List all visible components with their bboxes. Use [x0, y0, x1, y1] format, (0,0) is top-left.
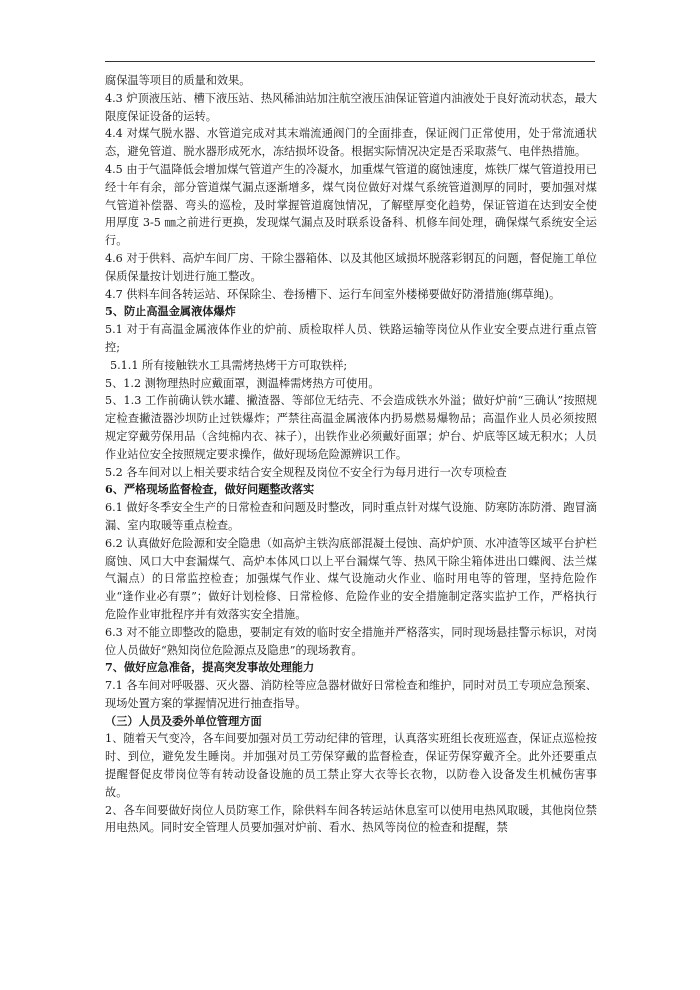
paragraph: 5、1.2 测物理热时应戴面罩，测温棒需烤热方可使用。	[105, 376, 380, 390]
header-rule	[105, 61, 595, 62]
paragraph: 4.5 由于气温降低会增加煤气管道产生的冷凝水，加重煤气管道的腐蚀速度，炼铁厂煤气管道投用已经十年有余，部分管道煤气漏点逐渐增多，煤气岗位做好对煤气系统管道测厚的同时，要加强对煤气管道补偿器、弯头的巡检，及时掌握管道腐蚀情况，了解壁厚变化趋势，保证管道在达到安全使用厚度 3-5 ㎜之前进行更换，发现煤气漏点及时联系设备科、机修车间处理，确保煤气系统安全运行。	[105, 162, 597, 248]
paragraph: 1、随着天气变冷，各车间要加强对员工劳动纪律的管理，认真落实班组长夜班巡查，保证点巡检按时、到位，避免发生睡岗。并加强对员工劳保穿戴的监督检查，保证劳保穿戴齐全。此外还要重点提醒督促皮带岗位等有转动设备设施的员工禁止穿大衣等长衣物，以防卷入设备发生机械伤害事故。	[105, 732, 597, 799]
paragraph: 4.7 供料车间各转运站、环保除尘、卷扬槽下、运行车间室外楼梯要做好防滑措施(绑草绳)。	[105, 287, 561, 301]
section-heading: 6、严格现场监督检查，做好问题整改落实	[105, 482, 315, 497]
paragraph: 5.2 各车间对以上相关要求结合安全规程及岗位不安全行为每月进行一次专项检查	[105, 465, 507, 479]
paragraph: 6.3 对不能立即整改的隐患，要制定有效的临时安全措施并严格落实，同时现场悬挂警示标识，对岗位人员做好“熟知岗位危险源点及隐患”的现场教育。	[105, 625, 597, 657]
section-heading: （三）人员及委外单位管理方面	[105, 713, 262, 728]
paragraph: 腐保温等项目的质量和效果。	[105, 74, 251, 87]
paragraph: 4.3 炉顶液压站、槽下液压站、热风稀油站加注航空液压油保证管道内油液处于良好流动状态，最大限度保证设备的运转。	[105, 91, 597, 123]
paragraph: 5、1.3 工作前确认铁水罐、撇渣器、等部位无结壳、不会造成铁水外溢；做好炉前“三确认”按照规定检查撇渣器沙坝防止过铁爆炸；严禁往高温金属液体内扔易燃易爆物品；高温作业人员必须按照规定穿戴劳保用品（含纯棉内衣、袜子），出铁作业必须戴好面罩；炉台、炉底等区域无积水；人员作业站位安全按照规定要求操作，做好现场危险源辨识工作。	[105, 394, 597, 461]
section-heading: 5、防止高温金属液体爆炸	[105, 304, 236, 319]
document-body	[105, 72, 597, 837]
paragraph: 4.4 对煤气脱水器、水管道完成对其末端流通阀门的全面排查，保证阀门正常使用，处于常流通状态，避免管道、脱水器形成死水，冻结损坏设备。根据实际情况决定是否采取蒸气、电伴热措施。	[105, 127, 597, 159]
paragraph: 5.1.1 所有接触铁水工具需烤热烤干方可取铁样;	[110, 358, 348, 372]
paragraph: 7.1 各车间对呼吸器、灭火器、消防栓等应急器材做好日常检查和维护，同时对员工专项应急预案、现场处置方案的掌握情况进行抽查指导。	[105, 679, 597, 710]
paragraph: 6.2 认真做好危险源和安全隐患（如高炉主铁沟底部混凝土侵蚀、高炉炉顶、水冲渣等区域平台护栏腐蚀、风口大中套漏煤气、高炉本体风口以上平台漏煤气等、热风干除尘箱体进出口蝶阀、法兰煤气漏点）的日常监控检查；加强煤气作业、煤气设施动火作业、临时用电等的管理，坚持危险作业“逢作业必有票”；做好计划检修、日常检修、危险作业的安全措施制定落实监护工作，严格执行危险作业审批程序并有效落实安全措施。	[105, 536, 597, 621]
section-heading: 7、做好应急准备，提高突发事故处理能力	[105, 660, 315, 675]
paragraph: 5.1 对于有高温金属液体作业的炉前、质检取样人员、铁路运输等岗位从作业安全要点进行重点管控;	[105, 323, 597, 354]
paragraph: 4.6 对于供料、高炉车间厂房、干除尘器箱体、以及其他区域损坏脱落彩钢瓦的问题，督促施工单位保质保量按计划进行施工整改。	[105, 251, 597, 283]
paragraph: 2、各车间要做好岗位人员防寒工作，除供料车间各转运站休息室可以使用电热风取暖，其他岗位禁用电热风。同时安全管理人员要加强对炉前、看水、热风等岗位的检查和提醒，禁	[105, 803, 597, 835]
paragraph: 6.1 做好冬季安全生产的日常检查和问题及时整改，同时重点针对煤气设施、防寒防冻防滑、跑冒滴漏、室内取暖等重点检查。	[105, 501, 597, 532]
